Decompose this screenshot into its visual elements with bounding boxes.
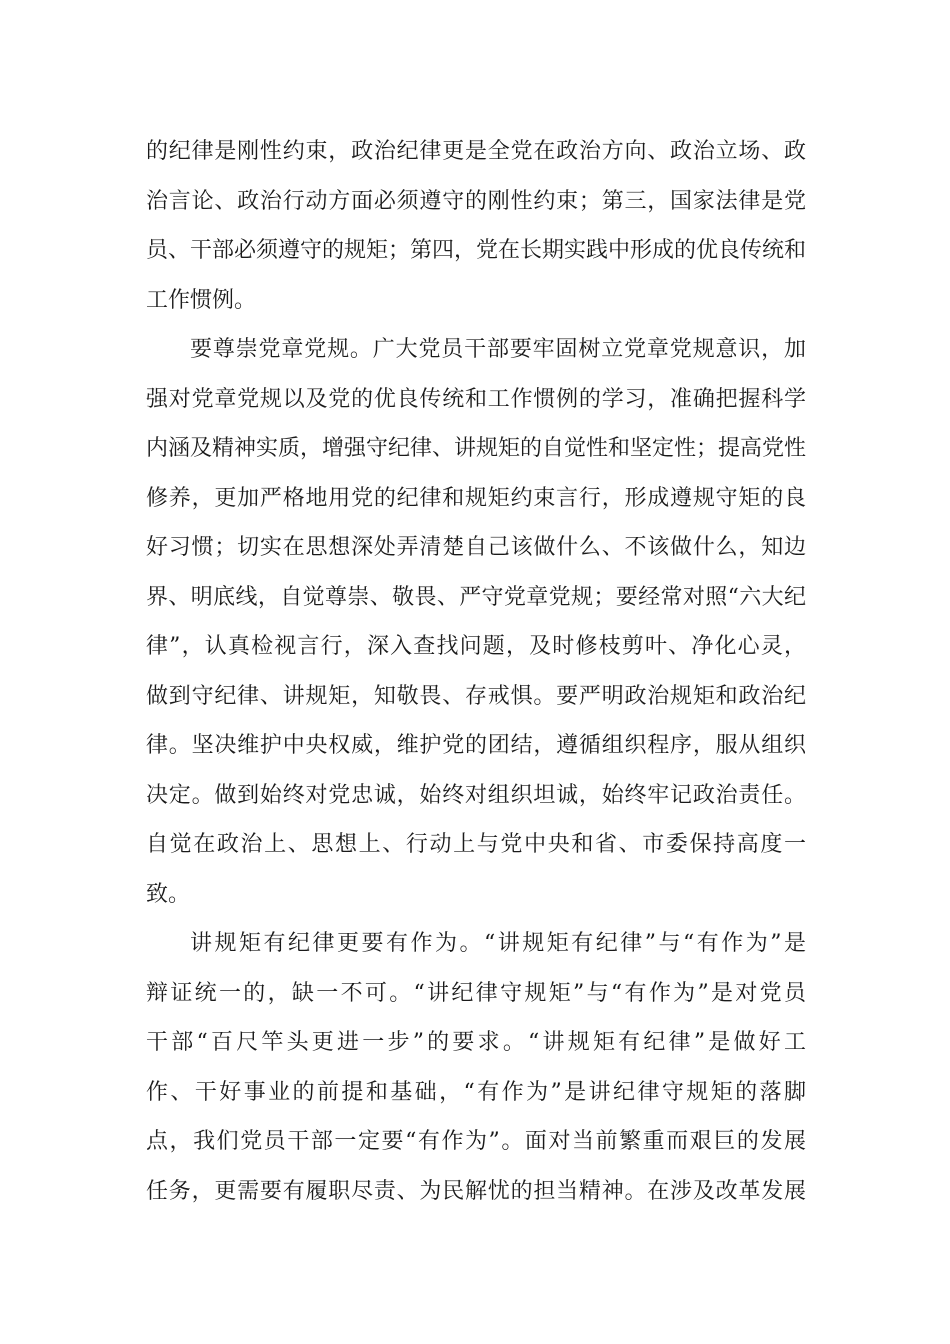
text-line: 干部“百尺竿头更进一步”的要求。“讲规矩有纪律”是做好工 — [146, 1030, 806, 1055]
document-body — [146, 127, 806, 1216]
text-line: 决定。做到始终对党忠诚，始终对组织坦诚，始终牢记政治责任。 — [146, 782, 806, 808]
text-line: 界、明底线，自觉尊崇、敬畏、严守党章党规；要经常对照“六大纪 — [146, 584, 806, 610]
text-line: 致。 — [146, 881, 191, 907]
text-line: 治言论、政治行动方面必须遵守的刚性约束；第三，国家法律是党 — [146, 188, 806, 214]
text-line: 的纪律是刚性约束，政治纪律更是全党在政治方向、政治立场、政 — [146, 139, 806, 164]
text-line: 作、干好事业的前提和基础，“有作为”是讲纪律守规矩的落脚 — [146, 1079, 806, 1105]
text-line: 好习惯；切实在思想深处弄清楚自己该做什么、不该做什么，知边 — [146, 535, 806, 560]
text-line: 律。坚决维护中央权威，维护党的团结，遵循组织程序，服从组织 — [146, 733, 806, 758]
text-line: 辩证统一的，缺一不可。“讲纪律守规矩”与“有作为”是对党员 — [146, 980, 806, 1006]
text-line: 律”，认真检视言行，深入查找问题，及时修枝剪叶、净化心灵， — [146, 634, 806, 659]
text-line: 工作惯例。 — [146, 287, 257, 313]
text-line: 修养，更加严格地用党的纪律和规矩约束言行，形成遵规守矩的良 — [146, 485, 806, 511]
text-line: 点，我们党员干部一定要“有作为”。面对当前繁重而艰巨的发展 — [146, 1129, 806, 1154]
text-line: 自觉在政治上、思想上、行动上与党中央和省、市委保持高度一 — [146, 832, 806, 857]
paragraph-first-line: 要尊崇党章党规。广大党员干部要牢固树立党章党规意识，加 — [190, 337, 806, 362]
paragraph-first-line: 讲规矩有纪律更要有作为。“讲规矩有纪律”与“有作为”是 — [190, 931, 806, 956]
text-line: 强对党章党规以及党的优良传统和工作惯例的学习，准确把握科学 — [146, 386, 806, 412]
text-line: 做到守纪律、讲规矩，知敬畏、存戒惧。要严明政治规矩和政治纪 — [146, 683, 806, 709]
text-line: 员、干部必须遵守的规矩；第四，党在长期实践中形成的优良传统和 — [146, 238, 806, 263]
text-line: 内涵及精神实质，增强守纪律、讲规矩的自觉性和坚定性；提高党性 — [146, 436, 806, 461]
text-line: 任务，更需要有履职尽责、为民解忧的担当精神。在涉及改革发展 — [146, 1178, 806, 1204]
